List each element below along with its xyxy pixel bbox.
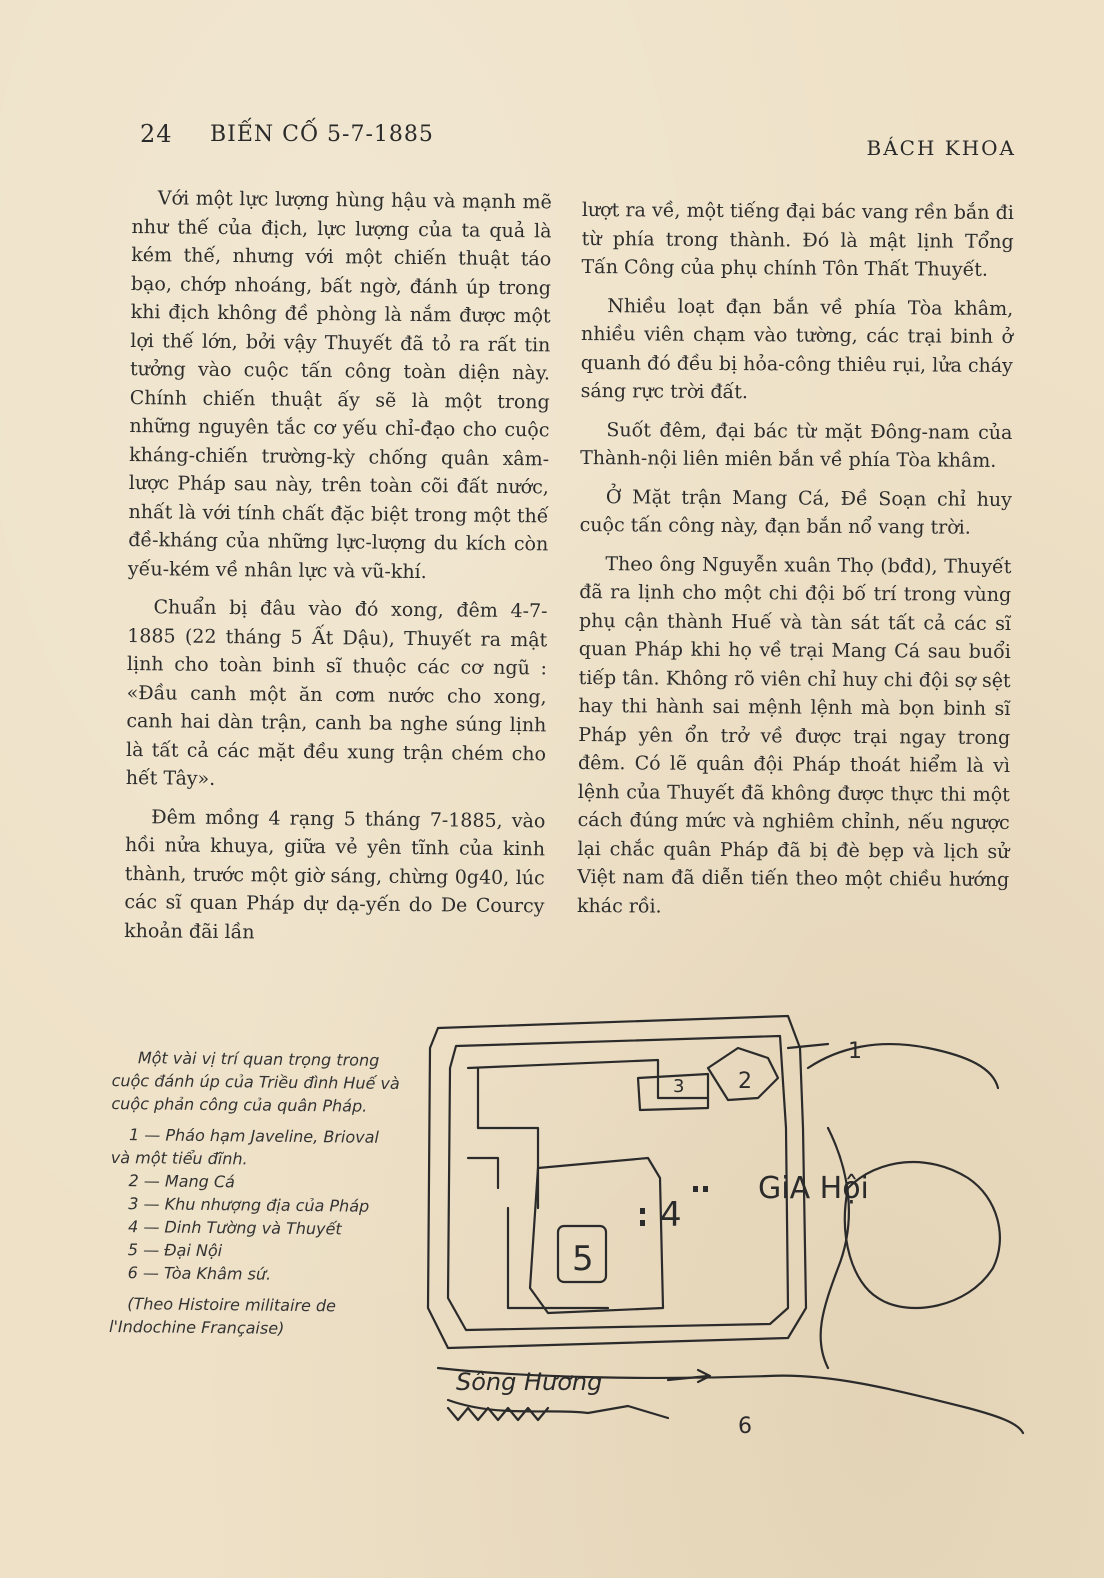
paragraph: lượt ra về, một tiếng đại bác vang rền bắn đi từ phía trong thành. Đó là mật lịnh Tổng Tấn Công của phụ chính Tôn Thất Thuyết.	[581, 198, 1014, 281]
caption-intro: Một vài vị trí quan trọng trong cuộc đánh úp của Triều đình Huế và cuộc phản công của quân Pháp.	[111, 1048, 400, 1116]
map-marker-3: 3	[673, 1076, 685, 1097]
citadel-outer-wall	[428, 1016, 806, 1348]
left-column	[124, 184, 552, 959]
gia-hoi-shore	[808, 1044, 998, 1088]
marker-square	[640, 1208, 645, 1214]
map-marker-6: 6	[738, 1414, 752, 1439]
map-caption	[109, 1046, 402, 1341]
page-number: 24	[140, 120, 173, 148]
paragraph: Với một lực lượng hùng hậu và mạnh mẽ như thế của địch, lực lượng của ta quả là kém thế, nhưng với một chiến thuật táo bạo, chớp nhoáng, bất ngờ, đánh úp trong khi địch không đề phòng là nắm được một lợi thế lớn, bởi vậy Thuyết đã tỏ ra rất tin tưởng vào cuộc tấn công toàn diện này. Chính chiến thuật ấy sẽ là một trong những nguyên tắc cơ yếu chỉ-đạo cho cuộc kháng-chiến trường-kỳ chống quân xâm-lược Pháp sau này, trên toàn cõi đất nước, nhất là với tính chất đặc biệt trong một thế đề-kháng của những lực-lượng du kích còn yếu-kém về nhân lực và vũ-khí.	[127, 187, 552, 583]
map-marker-2: 2	[738, 1069, 752, 1094]
paragraph: Chuẩn bị đâu vào đó xong, đêm 4-7-1885 (22 tháng 5 Ất Dậu), Thuyết ra mật lịnh cho toàn binh sĩ thuộc các cơ ngũ : «Đầu canh một ăn cơm nước cho xong, canh hai dàn trận, canh ba nghe súng lịnh là tất cả các mặt đều xung trận chém cho hết Tây».	[125, 596, 548, 790]
paragraph: Theo ông Nguyễn xuân Thọ (bđd), Thuyết đã ra lịnh cho một chi đội bố trí trong vùng phụ cận thành Huế và tàn sát tất cả các sĩ quan Pháp khi họ về trại Mang Cá sau buổi tiếp tân. Không rõ viên chỉ huy chi đội sợ sệt hay thi hành sai mệnh lệnh mà bọn binh sĩ Pháp yên ổn trở về được trại ngay trong đêm. Có lẽ quân đội Pháp thoát hiểm là vì lệnh của Thuyết đã không được thực thi một cách đúng mức và nghiêm chỉnh, nếu ngược lại chắc quân Pháp đã bị đè bẹp và lịch sử Việt nam đã diễn tiến theo một chiều hướng khác rồi.	[576, 552, 1012, 918]
marker-square	[703, 1186, 708, 1192]
city-street	[468, 1060, 708, 1098]
caption-item: 2 — Mang Cá	[128, 1171, 236, 1192]
gia-hoi-shore	[821, 1128, 849, 1368]
paragraph: Nhiều loạt đạn bắn về phía Tòa khâm, nhiều viên chạm vào tường, các trại binh ở quanh đó đều bị hỏa-công thiêu rụi, lửa cháy sáng rực trời đất.	[580, 294, 1014, 404]
marker-square	[640, 1220, 645, 1226]
caption-item: 4 — Dinh Tường và Thuyết	[128, 1217, 342, 1239]
map-marker-5: 5	[572, 1239, 594, 1279]
caption-item: 1 — Pháo hạm Javeline, Brioval và một tiểu đĩnh.	[110, 1125, 379, 1169]
citadel-map	[408, 1008, 1028, 1448]
marker-square	[693, 1186, 698, 1192]
caption-item: 5 — Đại Nội	[127, 1240, 223, 1261]
map-marker-4: 4	[660, 1195, 682, 1235]
right-column	[577, 196, 1014, 933]
gia-hoi-label: GiA Hội	[758, 1171, 869, 1206]
caption-source: (Theo Histoire militaire de l'Indochine Française)	[108, 1294, 337, 1338]
gia-hoi-river-arrow	[788, 1044, 828, 1048]
caption-item: 6 — Tòa Khâm sứ.	[127, 1263, 272, 1284]
paragraph: Đêm mồng 4 rạng 5 tháng 7-1885, vào hồi nửa khuya, giữa vẻ yên tĩnh của kinh thành, trước một giờ sáng, chừng 0g40, lúc các sĩ quan Pháp dự dạ-yến do De Courcy khoản đãi lần	[124, 805, 546, 943]
song-huong-label: Sông Hương	[456, 1368, 603, 1396]
city-street	[468, 1158, 498, 1188]
map-drawing	[408, 1008, 1028, 1448]
map-marker-1: 1	[848, 1039, 862, 1064]
journal-name: BÁCH KHOA	[866, 136, 1016, 160]
paragraph: Suốt đêm, đại bác từ mặt Đông-nam của Thành-nội liên miên bắn về phía Tòa khâm.	[580, 418, 1013, 472]
caption-item: 3 — Khu nhượng địa của Pháp	[128, 1194, 370, 1216]
city-street	[478, 1068, 538, 1208]
paragraph: Ở Mặt trận Mang Cá, Đề Soạn chỉ huy cuộc tấn công này, đạn bắn nổ vang trời.	[579, 485, 1012, 539]
section-title: BIẾN CỐ 5-7-1885	[210, 122, 434, 147]
page-header	[140, 118, 1016, 158]
dai-noi-wall	[530, 1158, 663, 1313]
